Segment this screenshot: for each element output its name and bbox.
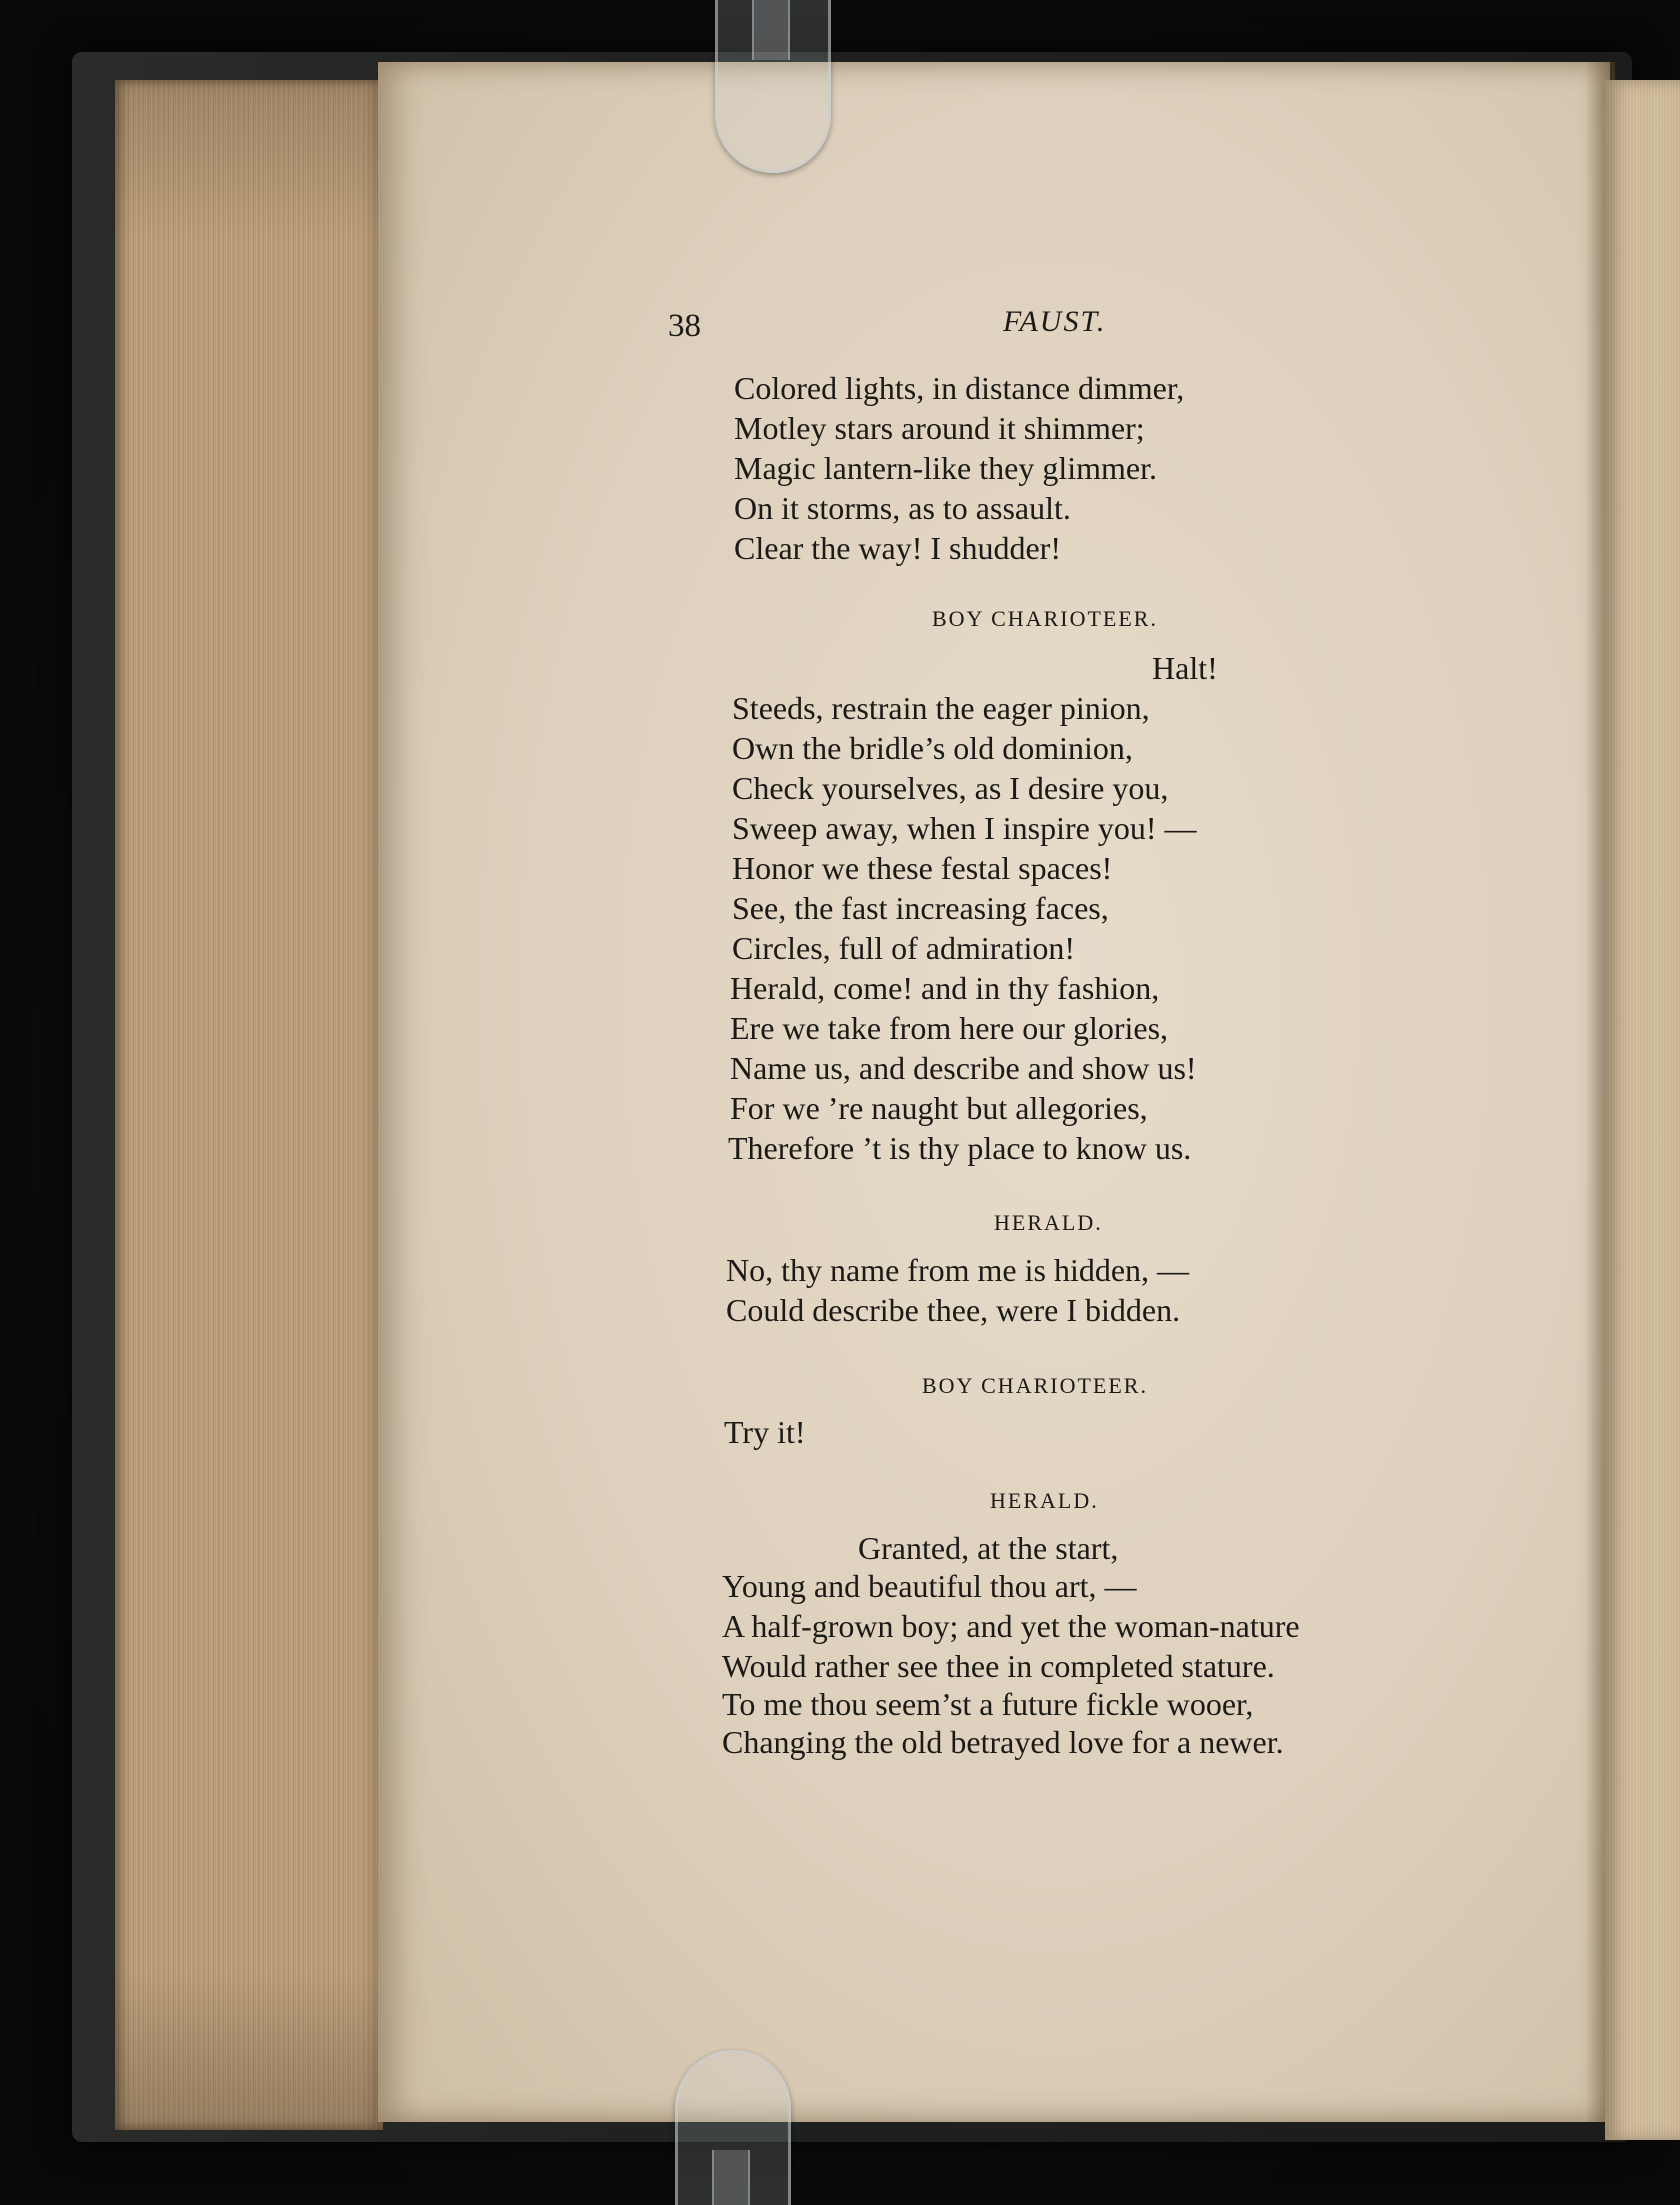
verse-line: A half-grown boy; and yet the woman-nature — [722, 1608, 1300, 1644]
verse-line: Try it! — [724, 1414, 806, 1450]
verse-line: Circles, full of admiration! — [732, 930, 1076, 966]
verse-line: Halt! — [1152, 650, 1218, 686]
verse-line: Could describe thee, were I bidden. — [726, 1292, 1181, 1328]
verse-line: Name us, and describe and show us! — [730, 1050, 1197, 1086]
verse-line: On it storms, as to assault. — [734, 490, 1071, 526]
verse-line: Granted, at the start, — [858, 1530, 1119, 1566]
speaker-name: HERALD. — [990, 1488, 1099, 1513]
verse-line: Colored lights, in distance dimmer, — [734, 370, 1185, 406]
speaker-name: BOY CHARIOTEER. — [932, 606, 1158, 631]
verse-line: Young and beautiful thou art, — — [722, 1568, 1137, 1604]
running-head: FAUST. — [1003, 305, 1107, 338]
verse-line: Own the bridle’s old dominion, — [732, 730, 1133, 766]
verse-line: Motley stars around it shimmer; — [734, 410, 1145, 446]
verse-line: Therefore ’t is thy place to know us. — [728, 1130, 1192, 1166]
verse-line: Ere we take from here our glories, — [730, 1010, 1169, 1046]
verse-line: Honor we these festal spaces! — [732, 850, 1113, 886]
verse-line: Magic lantern-like they glimmer. — [734, 450, 1157, 486]
verse-line: Would rather see thee in completed stature. — [722, 1648, 1275, 1684]
verse-line: Changing the old betrayed love for a newer. — [722, 1724, 1284, 1760]
verse-line: Herald, come! and in thy fashion, — [730, 970, 1160, 1006]
verse-line: See, the fast increasing faces, — [732, 890, 1109, 926]
speaker-name: HERALD. — [994, 1210, 1103, 1235]
verse-line: For we ’re naught but allegories, — [730, 1090, 1148, 1126]
page-number: 38 — [668, 308, 701, 344]
verse-line: Check yourselves, as I desire you, — [732, 770, 1169, 806]
verse-line: No, thy name from me is hidden, — — [726, 1252, 1190, 1288]
speaker-name: BOY CHARIOTEER. — [922, 1373, 1148, 1398]
verse-line: Clear the way! I shudder! — [734, 530, 1061, 566]
verse-line: Sweep away, when I inspire you! — — [732, 810, 1197, 846]
verse-line: To me thou seem’st a future fickle wooer, — [722, 1686, 1254, 1722]
verse-line: Steeds, restrain the eager pinion, — [732, 690, 1150, 726]
